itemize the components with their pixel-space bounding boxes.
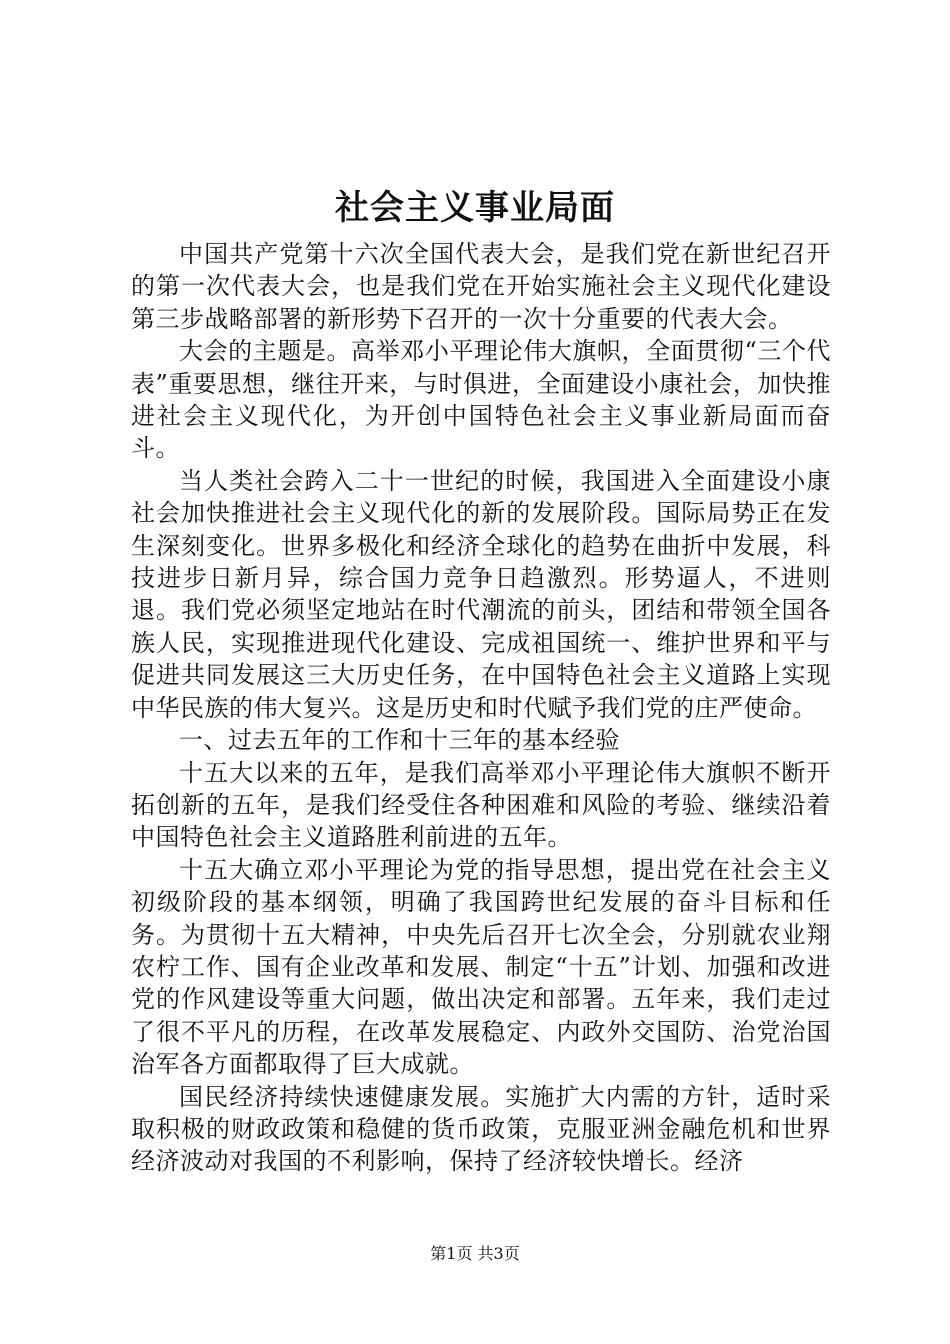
paragraph-6: 国民经济持续快速健康发展。实施扩大内需的方针，适时采取积极的财政政策和稳健的货币政策，克服亚洲金融危机和世界经济波动对我国的不利影响，保持了经济较快增长。经济	[131, 1082, 831, 1176]
paragraph-1: 中国共产党第十六次全国代表大会，是我们党在新世纪召开的第一次代表大会，也是我们党在开始实施社会主义现代化建设第三步战略部署的新形势下召开的一次十分重要的代表大会。	[131, 240, 831, 333]
paragraph-4: 十五大以来的五年，是我们高举邓小平理论伟大旗帜不断开拓创新的五年，是我们经受住各种困难和风险的考验、继续沿着中国特色社会主义道路胜利前进的五年。	[131, 758, 831, 852]
page-footer: 第1页 共3页	[430, 1244, 520, 1263]
paragraph-2: 大会的主题是。高举邓小平理论伟大旗帜，全面贯彻“三个代表”重要思想，继往开来，与时俱进，全面建设小康社会，加快推进社会主义现代化，为开创中国特色社会主义事业新局面而奋斗。	[131, 337, 831, 463]
document-title: 社会主义事业局面	[335, 188, 615, 228]
section-heading: 一、过去五年的工作和十三年的基本经验	[179, 726, 620, 755]
paragraph-5: 十五大确立邓小平理论为党的指导思想，提出党在社会主义初级阶段的基本纲领，明确了我国跨世纪发展的奋斗目标和任务。为贯彻十五大精神，中央先后召开七次全会，分别就农业翔农柠工作、国有企业改革和发展、制定“十五”计划、加强和改进党的作风建设等重大问题，做出决定和部署。五年来，我们走过了很不平凡的历程，在改革发展稳定、内政外交国防、治党治国治军各方面都取得了巨大成就。	[131, 855, 831, 1079]
paragraph-3: 当人类社会跨入二十一世纪的时候，我国进入全面建设小康社会加快推进社会主义现代化的新的发展阶段。国际局势正在发生深刻变化。世界多极化和经济全球化的趋势在曲折中发展，科技进步日新月异，综合国力竞争日趋激烈。形势逼人，不进则退。我们党必须坚定地站在时代潮流的前头，团结和带领全国各族人民，实现推进现代化建设、完成祖国统一、维护世界和平与促进共同发展这三大历史任务，在中国特色社会主义道路上实现中华民族的伟大复兴。这是历史和时代赋予我们党的庄严使命。	[131, 466, 831, 722]
document-body	[131, 238, 831, 1178]
